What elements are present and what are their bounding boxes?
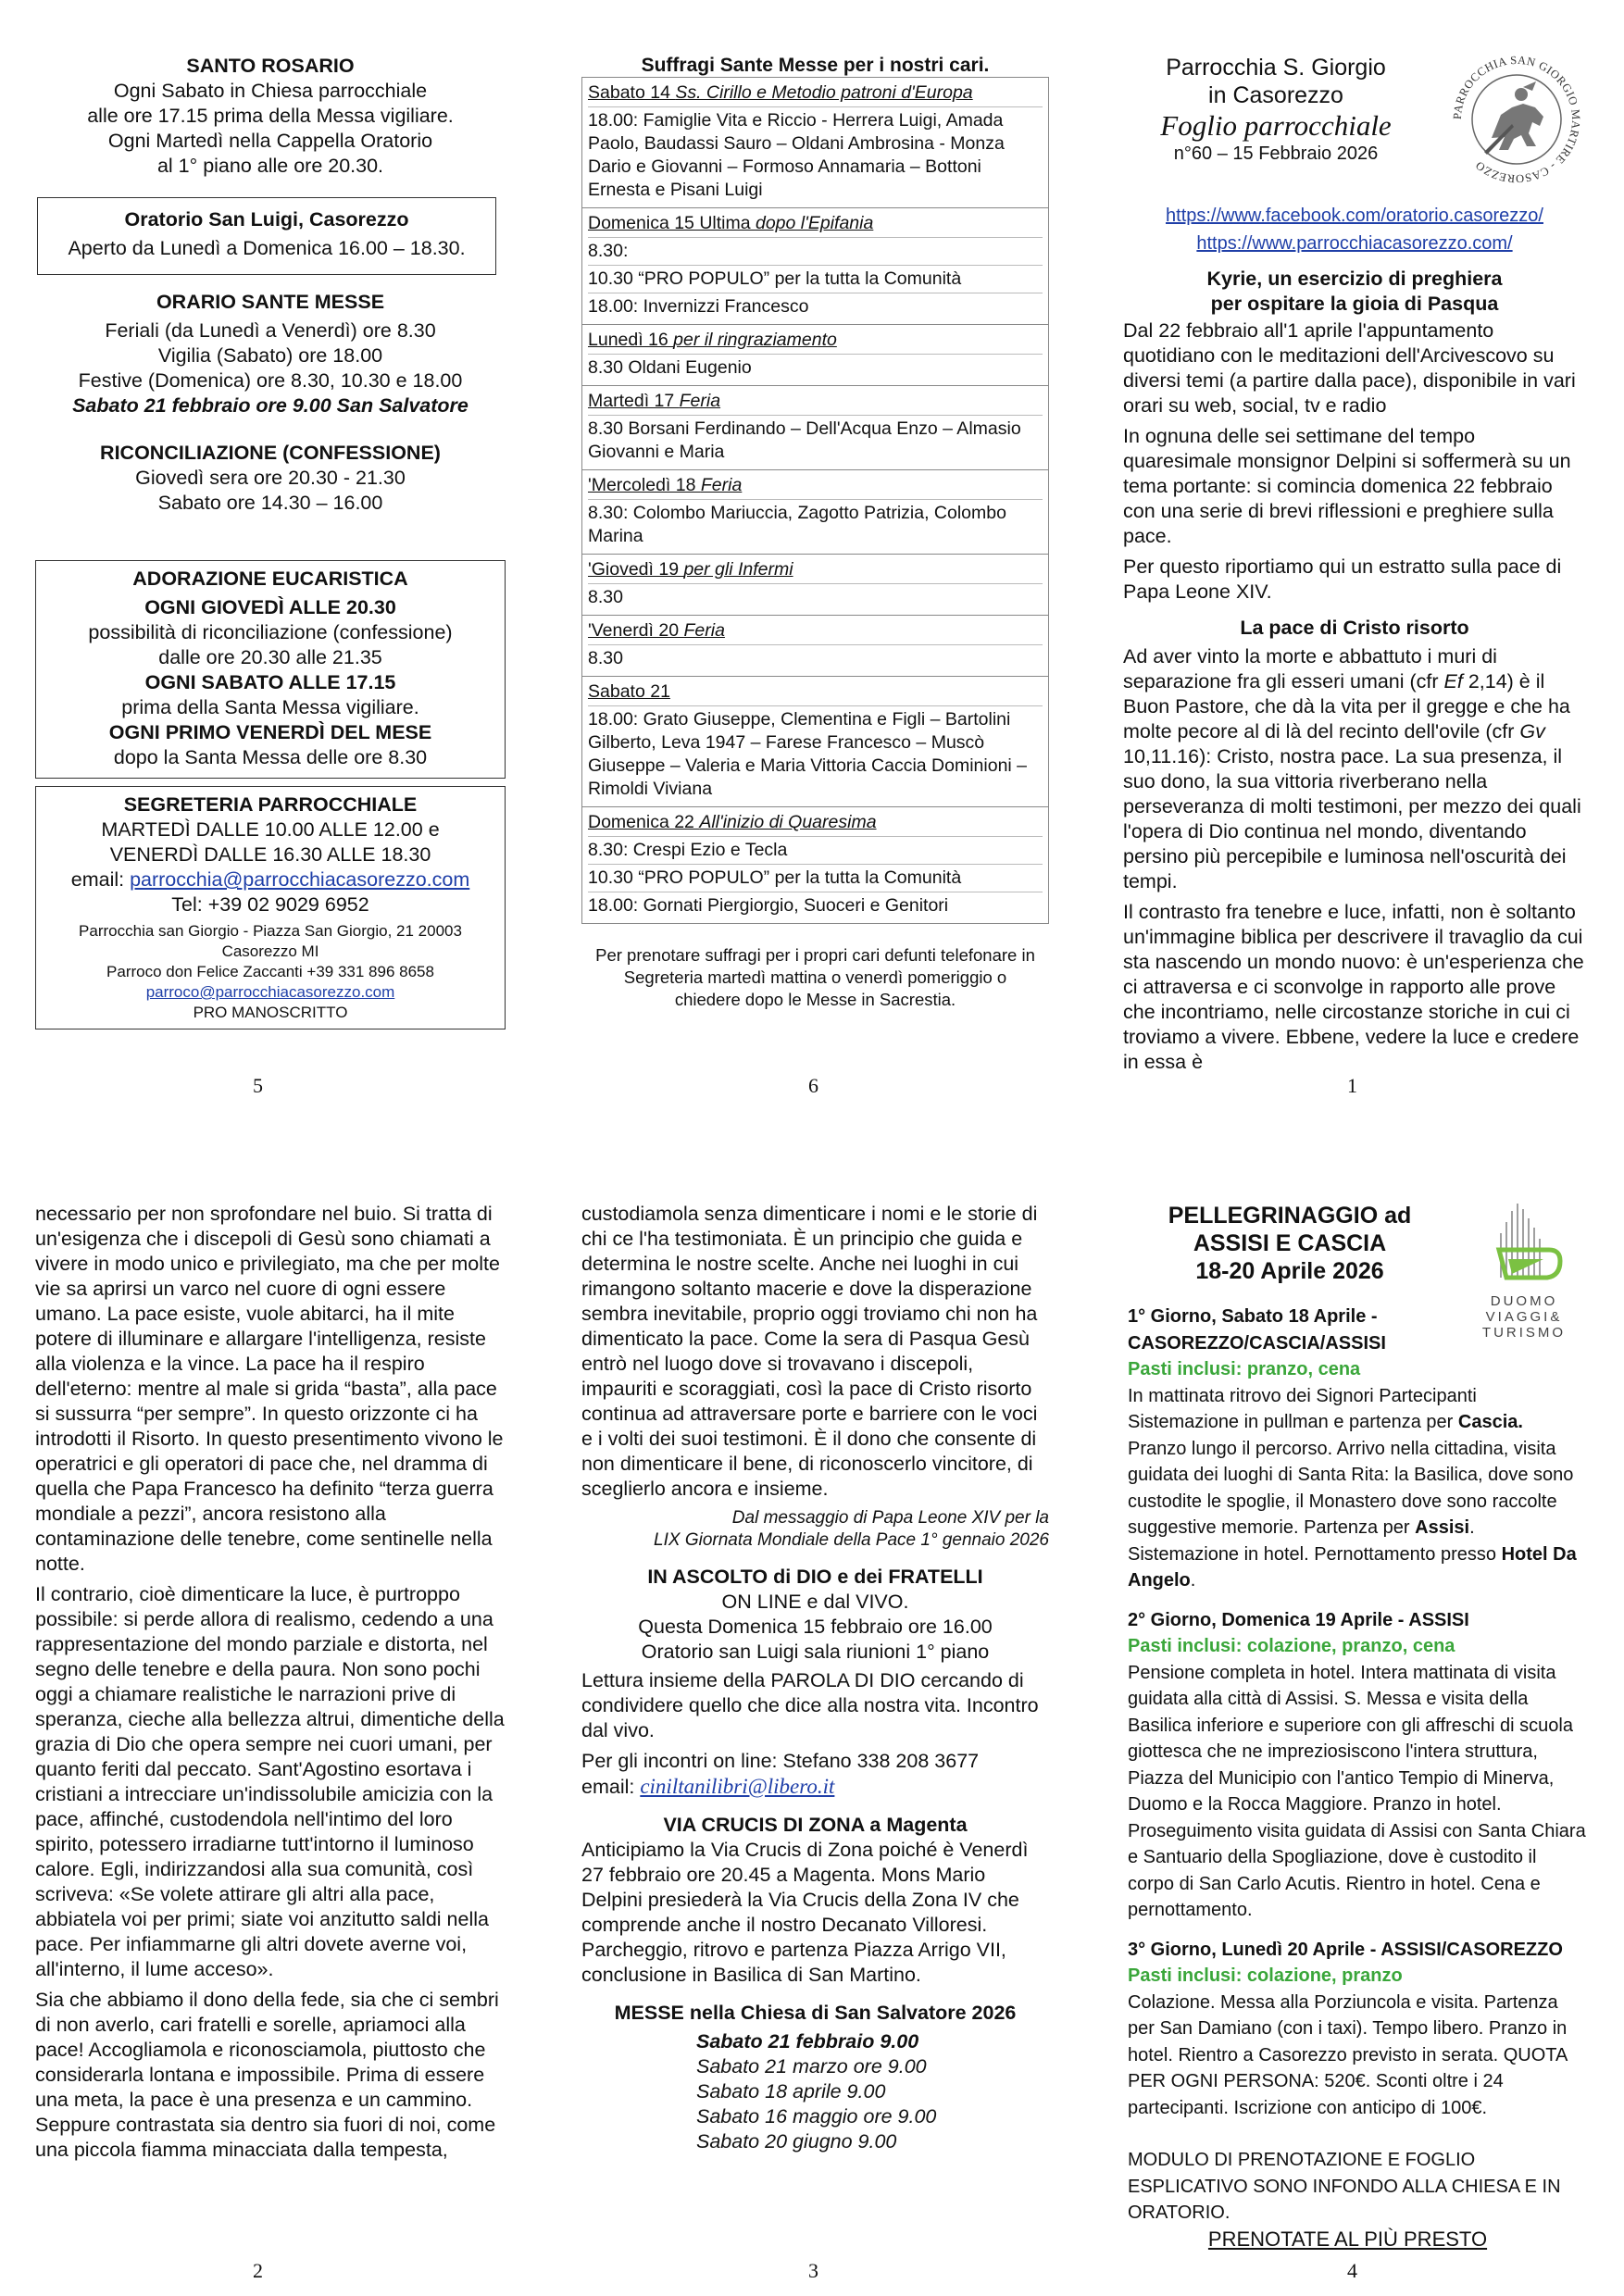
segreteria-line: VENERDÌ DALLE 16.30 ALLE 18.30 (109, 843, 431, 866)
pace-paragraph: Il contrasto fra tenebre e luce, infatti, non è soltanto un'immagine biblica per descrivere il travaglio da cui sta nascendo un mondo nuovo: è un'esperienza che ci attraversa e ci sconvolge in rapporto alle prove che incontriamo, nelle circostanze storiche in cui ci troviamo a vivere. Ebbene, vedere la luce e credere in essa è (1123, 901, 1584, 1073)
foglio-title: Foglio parrocchiale (1160, 109, 1392, 142)
svg-text:PARROCCHIA SAN GIORGIO MARTIRE: PARROCCHIA SAN GIORGIO MARTIRE - CASOREZZO (1450, 53, 1583, 186)
mass-intention: 8.30 Oldani Eugenio (588, 354, 1043, 381)
kyrie-paragraph: Per questo riportiamo qui un estratto sulla pace di Papa Leone XIV. (1123, 555, 1562, 603)
mass-day-label (588, 210, 1043, 237)
pace-title: La pace di Cristo risorto (1240, 617, 1469, 639)
parish-logo (1447, 50, 1586, 189)
mass-day-label (588, 327, 1043, 354)
mass-intention: 8.30 (588, 644, 1043, 672)
pace-source (581, 1507, 1049, 1552)
ascolto-line: Questa Domenica 15 febbraio ore 16.00 (638, 1616, 993, 1638)
pace-ref: Gv (1519, 720, 1545, 742)
mass-day-feast: dopo l'Epifania (755, 213, 874, 233)
pace-source-line: LIX Giornata Mondiale della Pace 1° gennaio 2026 (654, 1530, 1049, 1550)
mass-intention: 18.00: Gornati Piergiorgio, Suoceri e Genitori (588, 892, 1043, 919)
mass-day-name: 'Giovedì 19 (588, 559, 684, 580)
pace-paragraph: necessario per non sprofondare nel buio. Si tratta di un'esigenza che i discepoli di Gesù sono chiamati a vivere in modo unico e privilegiato, ma che per molte vie sa aprirsi un varco nel cuore di ogni essere umano. La pace esiste, vuole abitarci, ha il mite potere di illuminare e allargare l'intelligenza, resiste alla violenza e la vince. La pace ha il respiro dell'eterno: mentre al male si grida “basta”, alla pace si sussurra “per sempre”. In questo orizzonte ci ha introdotti il Risorto. In questo presentimento vivono le operatrici e gli operatori di pace che, nel dramma di quella che Papa Francesco ha definito “terza guerra mondiale a pezzi”, ancora resistono alla contaminazione delle tenebre, come sentinelle nella notte. (35, 1203, 504, 1575)
day1-text-bold: Assisi (1415, 1517, 1470, 1538)
via-crucis-title: VIA CRUCIS DI ZONA a Magenta (663, 1814, 968, 1836)
pellegrinaggio-body (1128, 1304, 1586, 2252)
adorazione-line: possibilità di riconciliazione (confessione) (88, 621, 453, 643)
segreteria-parroco: Parroco don Felice Zaccanti +39 331 896 8658 (106, 963, 434, 980)
mass-day-name: Martedì 17 (588, 391, 680, 411)
oratorio-box (37, 197, 496, 275)
day1-text-bold: Hotel Da Angelo (1128, 1543, 1577, 1591)
mass-intention: 10.30 “PRO POPULO” per la tutta la Comunità (588, 864, 1043, 892)
mass-day-label (588, 472, 1043, 499)
mass-day-name: 'Mercoledì 18 (588, 475, 701, 495)
page1-column (1123, 54, 1586, 1080)
mass-day-feast: per il ringraziamento (673, 330, 837, 350)
mass-day-label (588, 80, 1043, 106)
suffragi-table (581, 77, 1049, 924)
segreteria-line: MARTEDÌ DALLE 10.00 ALLE 12.00 e (101, 818, 440, 841)
parish-name: Parrocchia S. Giorgio (1166, 55, 1386, 81)
mass-day-row (582, 78, 1048, 207)
mass-day-label (588, 388, 1043, 415)
mass-day-name: 'Venerdì 20 (588, 620, 684, 641)
links-block (1123, 202, 1586, 257)
rosario-line: Ogni Martedì nella Cappella Oratorio (107, 130, 433, 152)
orario-line: Festive (Domenica) ore 8.30, 10.30 e 18.00 (78, 369, 463, 392)
mass-day-feast: Feria (683, 620, 725, 641)
salvatore-date: Sabato 16 maggio ore 9.00 (696, 2105, 937, 2128)
via-crucis-text: Anticipiamo la Via Crucis di Zona poiché è Venerdì 27 febbraio ore 20.45 a Magenta. Mons Mario Delpini presiederà la Via Crucis della Zona IV che comprende anche il nostro Decanato Villoresi. Parcheggio, ritrovo e partenza Piazza Arrigo VII, conclusione in Basilica di San Martino. (581, 1839, 1029, 1986)
mass-day-row (582, 676, 1048, 806)
segreteria-email-label: email: (70, 868, 131, 891)
kyrie-title-line: per ospitare la gioia di Pasqua (1210, 293, 1499, 315)
logo-turismo: TURISMO (1481, 1325, 1567, 1341)
mass-day-row (582, 615, 1048, 676)
page2-column (35, 1202, 506, 2168)
mass-day-row (582, 806, 1048, 923)
segreteria-pro: PRO MANOSCRITTO (193, 1004, 348, 1021)
page3-column (581, 1202, 1049, 2154)
mass-day-row (582, 385, 1048, 469)
adorazione-title: ADORAZIONE EUCARISTICA (132, 568, 408, 590)
mass-intention: 8.30 (588, 583, 1043, 611)
mass-intention: 18.00: Invernizzi Francesco (588, 293, 1043, 320)
salvatore-date: Sabato 21 marzo ore 9.00 (696, 2055, 927, 2078)
masthead-text (1123, 54, 1429, 165)
pace-paragraph: Il contrario, cioè dimenticare la luce, è purtroppo possibile: si perde allora di realismo, cedendo a una rappresentazione del mondo parziale e distorta, nel segno delle tenebre e della paura. Non sono pochi oggi a chiamare realistiche le narrazioni prive di speranza, cieche alla bellezza altrui, dimentiche della grazia di Dio che opera sempre nei cuori umani, per quanto feriti dal peccato. Sant'Agostino esortava i cristiani a intrecciare un'indissolubile amicizia con la pace, affinché, custodendola nell'intimo del loro spirito, potessero irradiarne tutt'intorno il luminoso calore. Egli, indirizzandosi alla sua comunità, così scriveva: «Se volete attirare gli altri alla pace, abbiatela voi per primi; siate voi anzitutto saldi nella pace. Per infiammarne gli altri dovete averne voi, all'interno, il lume acceso». (35, 1583, 505, 1980)
salvatore-date: Sabato 20 giugno 9.00 (696, 2130, 897, 2152)
ascolto-line: Oratorio san Luigi sala riunioni 1° piano (641, 1641, 990, 1663)
rosario-line: alle ore 17.15 prima della Messa vigiliare. (87, 105, 454, 127)
page5-column (35, 54, 506, 1029)
logo-duomo: DUOMO (1490, 1293, 1558, 1309)
mass-intention: 18.00: Famiglie Vita e Riccio - Herrera Luigi, Amada Paolo, Baudassi Sauro – Oldani Ambrosina - Monza Dario e Giovanni – Formoso Annamaria – Bottoni Ernesta e Pisani Luigi (588, 106, 1043, 204)
riconciliazione-block (35, 441, 506, 516)
pellegrinaggio-title-line: 18-20 Aprile 2026 (1195, 1258, 1384, 1284)
mass-day-label (588, 679, 1043, 705)
salvatore-date: Sabato 21 febbraio 9.00 (696, 2030, 919, 2053)
oratorio-title: Oratorio San Luigi, Casorezzo (124, 208, 409, 231)
masthead (1123, 54, 1586, 202)
page4-column (1128, 1202, 1586, 2252)
issue-number: n°60 – 15 Febbraio 2026 (1173, 144, 1379, 164)
adorazione-sabato: OGNI SABATO ALLE 17.15 (144, 671, 396, 693)
day2-meals: Pasti inclusi: colazione, pranzo, cena (1128, 1636, 1455, 1656)
oratorio-hours: Aperto da Lunedì a Domenica 16.00 – 18.30. (68, 237, 466, 259)
suffragi-note: Per prenotare suffragi per i propri cari defunti telefonare in Segreteria martedì mattina o venerdì pomeriggio o chiedere dopo le Messe in Sacrestia. (595, 945, 1035, 1009)
mass-intention: 18.00: Grato Giuseppe, Clementina e Figli – Bartolini Gilberto, Leva 1947 – Farese Francesco – Muscò Giuseppe – Valeria e Maria Vittoria Caccia Dominioni – Rimoldi Viviana (588, 705, 1043, 803)
adorazione-box (35, 560, 506, 779)
kyrie-paragraph: In ognuna delle sei settimane del tempo quaresimale monsignor Delpini si soffermerà su un tema portante: si comincia domenica 22 febbraio con una serie di brevi riflessioni e preghiere sulla pace. (1123, 425, 1571, 547)
mass-intention: 8.30 Borsani Ferdinando – Dell'Acqua Enzo – Almasio Giovanni e Maria (588, 415, 1043, 466)
pace-paragraph: Sia che abbiamo il dono della fede, sia che ci sembri di non averlo, cari fratelli e sorelle, apriamoci alla pace! Accogliamola e riconosciamola, piuttosto che considerarla lontana e impossibile. Prima di essere una meta, la pace è una presenza e un cammino. Seppure contrastata sia dentro sia fuori di noi, come una piccola fiamma minacciata dalla tempesta, (35, 1989, 499, 2161)
duomo-logo-icon (1473, 1202, 1575, 1287)
day1-meals: Pasti inclusi: pranzo, cena (1128, 1359, 1361, 1379)
prenotate-note: PRENOTATE AL PIÙ PRESTO (1207, 2227, 1488, 2251)
day1-title: 1° Giorno, Sabato 18 Aprile - (1128, 1306, 1378, 1327)
mass-day-name: Lunedì 16 (588, 330, 674, 350)
ascolto-block (581, 1565, 1049, 1665)
st-george-seal-icon (1447, 50, 1586, 189)
segreteria-address: Parrocchia san Giorgio - Piazza San Giorgio, 21 20003 (79, 922, 462, 940)
page6-column (581, 54, 1049, 1011)
mass-day-feast: Ss. Cirillo e Metodio patroni d'Europa (675, 82, 973, 103)
salvatore-title: MESSE nella Chiesa di San Salvatore 2026 (614, 2002, 1017, 2024)
orario-messe-title: ORARIO SANTE MESSE (156, 291, 385, 313)
day3-text: Colazione. Messa alla Porziuncola e visita. Partenza per San Damiano (con i taxi). Tempo libero. Pranzo in hotel. Rientro a Casorezzo previsto in serata. QUOTA PER OGNI PERSONA: 520€. Sconti oltre i 24 partecipanti. Iscrizione con anticipo di 100€. (1128, 1991, 1568, 2118)
mass-day-label (588, 618, 1043, 644)
segreteria-parroco-email[interactable]: parroco@parrocchiacasorezzo.com (145, 983, 395, 1001)
mass-day-feast: Feria (679, 391, 721, 411)
duomo-viaggi-logo (1472, 1202, 1576, 1341)
mass-day-label (588, 556, 1043, 583)
segreteria-box (35, 786, 506, 1029)
mass-day-feast: per gli Infermi (683, 559, 793, 580)
ascolto-title: IN ASCOLTO di DIO e dei FRATELLI (647, 1566, 983, 1588)
orario-special: Sabato 21 febbraio ore 9.00 San Salvatore (72, 394, 468, 417)
riconciliazione-title: RICONCILIAZIONE (CONFESSIONE) (100, 442, 441, 464)
orario-line: Vigilia (Sabato) ore 18.00 (157, 344, 383, 367)
day1-text-part: In mattinata ritrovo dei Signori Partecipanti Sistemazione in pullman e partenza per (1128, 1385, 1477, 1432)
page-number: 6 (808, 1074, 818, 1097)
rosario-line: al 1° piano alle ore 20.30. (156, 155, 384, 177)
segreteria-email-line (40, 867, 501, 892)
pellegrinaggio-title-line: PELLEGRINAGGIO ad (1168, 1203, 1412, 1229)
pace-ref: Ef (1443, 670, 1463, 693)
day1-route: CASOREZZO/CASCIA/ASSISI (1128, 1332, 1386, 1354)
kyrie-title (1123, 267, 1586, 317)
ascolto-email-link[interactable]: ciniltanilibri@libero.it (640, 1775, 835, 1798)
day3-title: 3° Giorno, Lunedì 20 Aprile - ASSISI/CASOREZZO (1128, 1939, 1563, 1960)
pace-text: Ad aver vinto la morte e abbattuto i muri di separazione fra gli esseri umani (cfr (1123, 645, 1497, 693)
page-number: 4 (1347, 2259, 1357, 2282)
ascolto-line: ON LINE e dal VIVO. (721, 1591, 909, 1613)
mass-day-row (582, 469, 1048, 554)
website-link[interactable]: https://www.parrocchiacasorezzo.com/ (1196, 233, 1513, 254)
rosario-line: Ogni Sabato in Chiesa parrocchiale (113, 80, 428, 102)
mass-day-feast: All'inizio di Quaresima (699, 812, 877, 832)
logo-viaggi: VIAGGI& (1485, 1309, 1563, 1325)
suffragi-title: Suffragi Sante Messe per i nostri cari. (641, 55, 990, 76)
mass-day-feast: Feria (700, 475, 743, 495)
segreteria-email-link[interactable]: parrocchia@parrocchiacasorezzo.com (130, 868, 470, 891)
mass-day-name: Sabato 14 (588, 82, 676, 103)
ascolto-email-label: email: (581, 1776, 641, 1798)
segreteria-title: SEGRETERIA PARROCCHIALE (123, 793, 418, 816)
kyrie-paragraph: Dal 22 febbraio all'1 aprile l'appuntamento quotidiano con le meditazioni dell'Arcivescovo su diversi temi (a partire dalla pace), disponibile in vari orari su web, social, tv e radio (1123, 319, 1576, 417)
pace-paragraph: custodiamola senza dimenticare i nomi e le storie di chi ce l'ha testimoniata. È un principio che guida e determina le nostre scelte. Anche nei luoghi in cui rimangono soltanto macerie e dove la disperazione sembra inevitabile, proprio oggi troviamo chi non ha dimenticato la pace. Come la sera di Pasqua Gesù entrò nel luogo dove si trovavano i discepoli, impauriti e scoraggiati, così la pace di Cristo risorto continua ad attraversare porte e barriere con le voci e i volti dei suoi testimoni. È il dono che consente di non dimenticare il bene, di riconoscerlo vincitore, di sceglierlo ancora e insieme. (581, 1203, 1038, 1500)
modulo-note: MODULO DI PRENOTAZIONE E FOGLIO ESPLICATIVO SONO INFONDO ALLA CHIESA E IN ORATORIO. (1128, 2150, 1561, 2223)
salvatore-date: Sabato 18 aprile 9.00 (696, 2080, 886, 2103)
segreteria-tel: Tel: +39 02 9029 6952 (171, 893, 369, 916)
rosario-block (35, 54, 506, 179)
mass-intention: 8.30: (588, 237, 1043, 265)
salvatore-dates (696, 2029, 1049, 2154)
day2-title: 2° Giorno, Domenica 19 Aprile - ASSISI (1128, 1609, 1469, 1630)
facebook-link[interactable]: https://www.facebook.com/oratorio.casorezzo/ (1166, 206, 1543, 226)
pace-text: 2,14) è il Buon Pastore, che dà la vita per il gregge e che ha molte pecore al di là del recinto dell'ovile (cfr (1123, 670, 1570, 742)
riconciliazione-line: Giovedì sera ore 20.30 - 21.30 (135, 467, 406, 489)
parish-place: in Casorezzo (1208, 82, 1343, 108)
day1-text-part: . (1190, 1570, 1196, 1591)
ascolto-contact: Per gli incontri on line: Stefano 338 208 3677 (581, 1750, 980, 1772)
ascolto-paragraph: Lettura insieme della PAROLA DI DIO cercando di condividere quello che dice alla nostra vita. Incontro dal vivo. (581, 1669, 1039, 1741)
riconciliazione-line: Sabato ore 14.30 – 16.00 (157, 492, 383, 514)
pace-source-line: Dal messaggio di Papa Leone XIV per la (731, 1508, 1049, 1528)
day2-text: Pensione completa in hotel. Intera mattinata di visita guidata alla città di Assisi. S. Messa e visita della Basilica inferiore e superiore con gli affreschi di scuola giottesca che ne impreziosiscono l'intera struttura, Piazza del Municipio con l'antico Tempio di Minerva, Duomo e la Rocca Maggiore. Pranzo in hotel. Proseguimento visita guidata di Assisi con Santa Chiara e Santuario della Spogliazione, dove è custodito il corpo di San Carlo Acutis. Rientro in hotel. Cena e pernottamento. (1128, 1662, 1586, 1920)
adorazione-line: dalle ore 20.30 alle 21.35 (158, 646, 382, 668)
pace-paragraph (1123, 644, 1586, 894)
mass-day-name: Sabato 21 (588, 681, 670, 702)
day3-meals: Pasti inclusi: colazione, pranzo (1128, 1965, 1403, 1986)
page-number: 2 (253, 2259, 263, 2282)
orario-messe-block (35, 290, 506, 418)
kyrie-title-line: Kyrie, un esercizio di preghiera (1206, 268, 1503, 290)
rosario-title: SANTO ROSARIO (186, 55, 355, 77)
mass-day-name: Domenica 15 Ultima (588, 213, 756, 233)
mass-day-row (582, 324, 1048, 385)
pace-text: 10,11.16): Cristo, nostra pace. La sua presenza, il suo dono, la sua vittoria riverberano nella perseveranza di molti testimoni, per mezzo dei quali l'opera di Dio continua nel mondo, diventando persino più percepibile e luminosa nell'oscurità dei tempi. (1123, 745, 1581, 892)
day1-text-part: Pranzo lungo il percorso. Arrivo nella cittadina, visita guidata dei luoghi di Santa Rita: la Basilica, dove sono custodite le spoglie, il Monastero dove sono raccolte suggestive memorie. Partenza per (1128, 1438, 1574, 1538)
day1-text (1128, 1383, 1586, 1594)
mass-day-row (582, 554, 1048, 615)
adorazione-line: prima della Santa Messa vigiliare. (121, 696, 419, 718)
mass-intention: 8.30: Crespi Ezio e Tecla (588, 836, 1043, 864)
mass-day-label (588, 809, 1043, 836)
day1-text-part: . Sistemazione in hotel. Pernottamento presso (1128, 1517, 1502, 1565)
adorazione-line: dopo la Santa Messa delle ore 8.30 (113, 746, 428, 768)
page-number: 1 (1347, 1074, 1357, 1097)
pellegrinaggio-title-line: ASSISI E CASCIA (1193, 1230, 1387, 1256)
mass-intention: 10.30 “PRO POPULO” per la tutta la Comunità (588, 265, 1043, 293)
pellegrinaggio-title (1128, 1202, 1452, 1285)
orario-line: Feriali (da Lunedì a Venerdì) ore 8.30 (105, 319, 436, 342)
mass-day-name: Domenica 22 (588, 812, 700, 832)
mass-intention: 8.30: Colombo Mariuccia, Zagotto Patrizia, Colombo Marina (588, 499, 1043, 550)
day1-text-bold: Cascia. (1457, 1412, 1523, 1432)
adorazione-venerdi: OGNI PRIMO VENERDÌ DEL MESE (108, 721, 432, 743)
segreteria-details (40, 921, 501, 1023)
mass-day-row (582, 207, 1048, 324)
segreteria-address: Casorezzo MI (221, 942, 319, 960)
adorazione-giovedi: OGNI GIOVEDÌ ALLE 20.30 (144, 596, 396, 618)
page-number: 3 (808, 2259, 818, 2282)
page-number: 5 (253, 1074, 263, 1097)
ascolto-email-line (581, 1774, 1049, 1800)
